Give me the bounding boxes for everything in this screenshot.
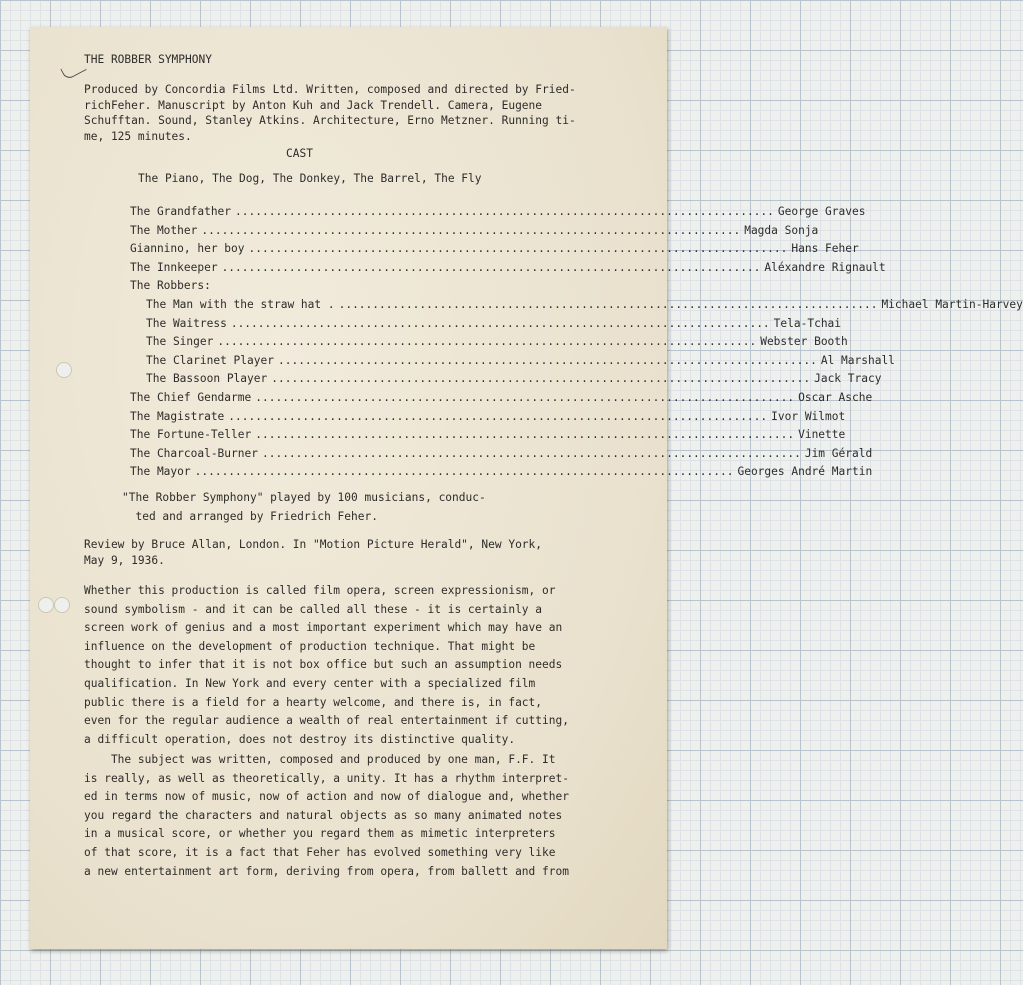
review-line: of that score, it is a fact that Feher has evolved something very like <box>84 846 556 859</box>
cast-role: The Chief Gendarme <box>130 391 252 404</box>
dot-leader: ................................................................................ <box>230 316 770 330</box>
punch-hole <box>56 362 72 378</box>
cast-row <box>146 333 848 352</box>
credits-line: me, 125 minutes. <box>84 129 192 143</box>
review-line: qualification. In New York and every center with a specialized film <box>84 677 536 690</box>
cast-row <box>146 370 882 389</box>
punch-hole-torn <box>38 597 54 613</box>
cast-actor: Michael Martin-Harvey <box>881 298 1023 311</box>
cast-actor: George Graves <box>777 205 866 218</box>
cast-role: The Fortune-Teller <box>130 428 252 442</box>
dot-leader: ................................................................................ <box>194 465 734 479</box>
review-source-line: May 9, 1936. <box>84 553 165 567</box>
cast-actor: Webster Booth <box>760 335 848 349</box>
cast-role: The Clarinet Player <box>146 353 274 367</box>
cast-row <box>146 296 1023 315</box>
dot-leader: ................................................................................ <box>248 242 788 256</box>
review-line: even for the regular audience a wealth of real entertainment if cutting, <box>84 714 569 728</box>
review-line: a difficult operation, does not destroy its distinctive quality. <box>84 732 516 746</box>
cast-actor: Jim Gérald <box>804 446 873 460</box>
cast-row <box>130 203 866 222</box>
dot-leader: ................................................................................ <box>235 205 774 218</box>
review-line: sound symbolism - and it can be called all these - it is certainly a <box>84 602 543 616</box>
cast-row <box>130 408 846 427</box>
cast-role: The Charcoal-Burner <box>130 446 258 460</box>
cast-role: The Mayor <box>130 465 191 479</box>
dot-leader: ................................................................................ <box>261 446 801 460</box>
pencil-check-mark <box>60 58 86 80</box>
review-line: public there is a field for a hearty welcome, and there is, in fact, <box>84 695 543 709</box>
music-note-line: ted and arranged by Friedrich Feher. <box>122 509 378 523</box>
cast-row <box>130 277 532 296</box>
cast-row <box>130 445 873 464</box>
document-title: THE ROBBER SYMPHONY <box>84 53 212 66</box>
dot-leader: ................................................................................ <box>217 335 757 349</box>
cast-actor: Al Marshall <box>820 353 895 367</box>
credits-line: Produced by Concordia Films Ltd. Written, composed and directed by Fried- <box>84 83 576 96</box>
review-line: is really, as well as theoretically, a unity. It has a rhythm interpret- <box>84 771 569 785</box>
cast-role: The Bassoon Player <box>146 372 268 386</box>
cast-role: The Singer <box>146 335 214 349</box>
cast-row <box>130 426 846 445</box>
dot-leader: ................................................................................ <box>255 428 795 442</box>
cast-role: The Grandfather <box>130 205 232 218</box>
cast-role: The Innkeeper <box>130 260 218 274</box>
dot-leader: ................................................................................ <box>201 223 741 237</box>
cast-actor: Aléxandre Rignault <box>764 260 886 274</box>
music-note-line: "The Robber Symphony" played by 100 musicians, conduc- <box>122 491 486 504</box>
cast-actor: Ivor Wilmot <box>771 409 846 423</box>
dot-leader: ................................................................................ <box>221 260 761 274</box>
dot-leader: ................................................................................ <box>271 372 811 386</box>
cast-row <box>130 222 819 241</box>
review-line: screen work of genius and a most important experiment which may have an <box>84 621 563 635</box>
cast-actor: Magda Sonja <box>744 223 819 237</box>
review-line: ed in terms now of music, now of action and now of dialogue and, whether <box>84 790 569 804</box>
review-line: in a musical score, or whether you regard them as mimetic interpreters <box>84 827 556 841</box>
cast-row <box>130 463 873 482</box>
punch-hole-torn <box>54 597 70 613</box>
cast-row <box>146 352 895 371</box>
review-line: Whether this production is called film opera, screen expressionism, or <box>84 584 556 597</box>
cast-actor: Oscar Asche <box>798 391 873 404</box>
review-line: you regard the characters and natural objects as so many animated notes <box>84 808 563 822</box>
cast-objects: The Piano, The Dog, The Donkey, The Barrel, The Fly <box>138 172 482 185</box>
cast-actor: Tela-Tchai <box>773 316 842 330</box>
cast-actor: Jack Tracy <box>814 372 882 386</box>
dot-leader: ................................................................................ <box>277 353 817 367</box>
cast-role: The Waitress <box>146 316 227 330</box>
cast-row <box>146 315 842 334</box>
cast-actor: Hans Feher <box>791 242 859 256</box>
cast-role: Giannino, her boy <box>130 242 245 256</box>
cast-role: The Mother <box>130 223 198 237</box>
cast-role: The Magistrate <box>130 409 225 423</box>
cast-heading: CAST <box>286 147 313 160</box>
dot-leader: ................................................................................ <box>255 391 795 404</box>
cast-row <box>130 259 886 278</box>
review-line: thought to infer that it is not box office but such an assumption needs <box>84 658 563 672</box>
cast-actor: Vinette <box>798 428 846 442</box>
credits-line: Schufftan. Sound, Stanley Atkins. Architecture, Erno Metzner. Running ti- <box>84 114 576 127</box>
review-line: a new entertainment art form, deriving from opera, from ballett and from <box>84 864 569 878</box>
cast-row <box>130 389 873 408</box>
dot-leader: ................................................................................ <box>338 298 878 311</box>
cast-role: The Robbers: <box>130 279 211 293</box>
cast-actor: Georges André Martin <box>737 465 873 479</box>
dot-leader: ................................................................................ <box>228 409 768 423</box>
cast-row <box>130 240 859 259</box>
credits-line: richFeher. Manuscript by Anton Kuh and Jack Trendell. Camera, Eugene <box>84 98 543 112</box>
review-source-line: Review by Bruce Allan, London. In "Motion Picture Herald", New York, <box>84 538 543 551</box>
review-line: influence on the development of production technique. That might be <box>84 639 536 653</box>
review-line: The subject was written, composed and produced by one man, F.F. It <box>84 753 556 766</box>
cast-role: The Man with the straw hat . <box>146 298 335 311</box>
typed-document-page <box>30 27 1023 949</box>
